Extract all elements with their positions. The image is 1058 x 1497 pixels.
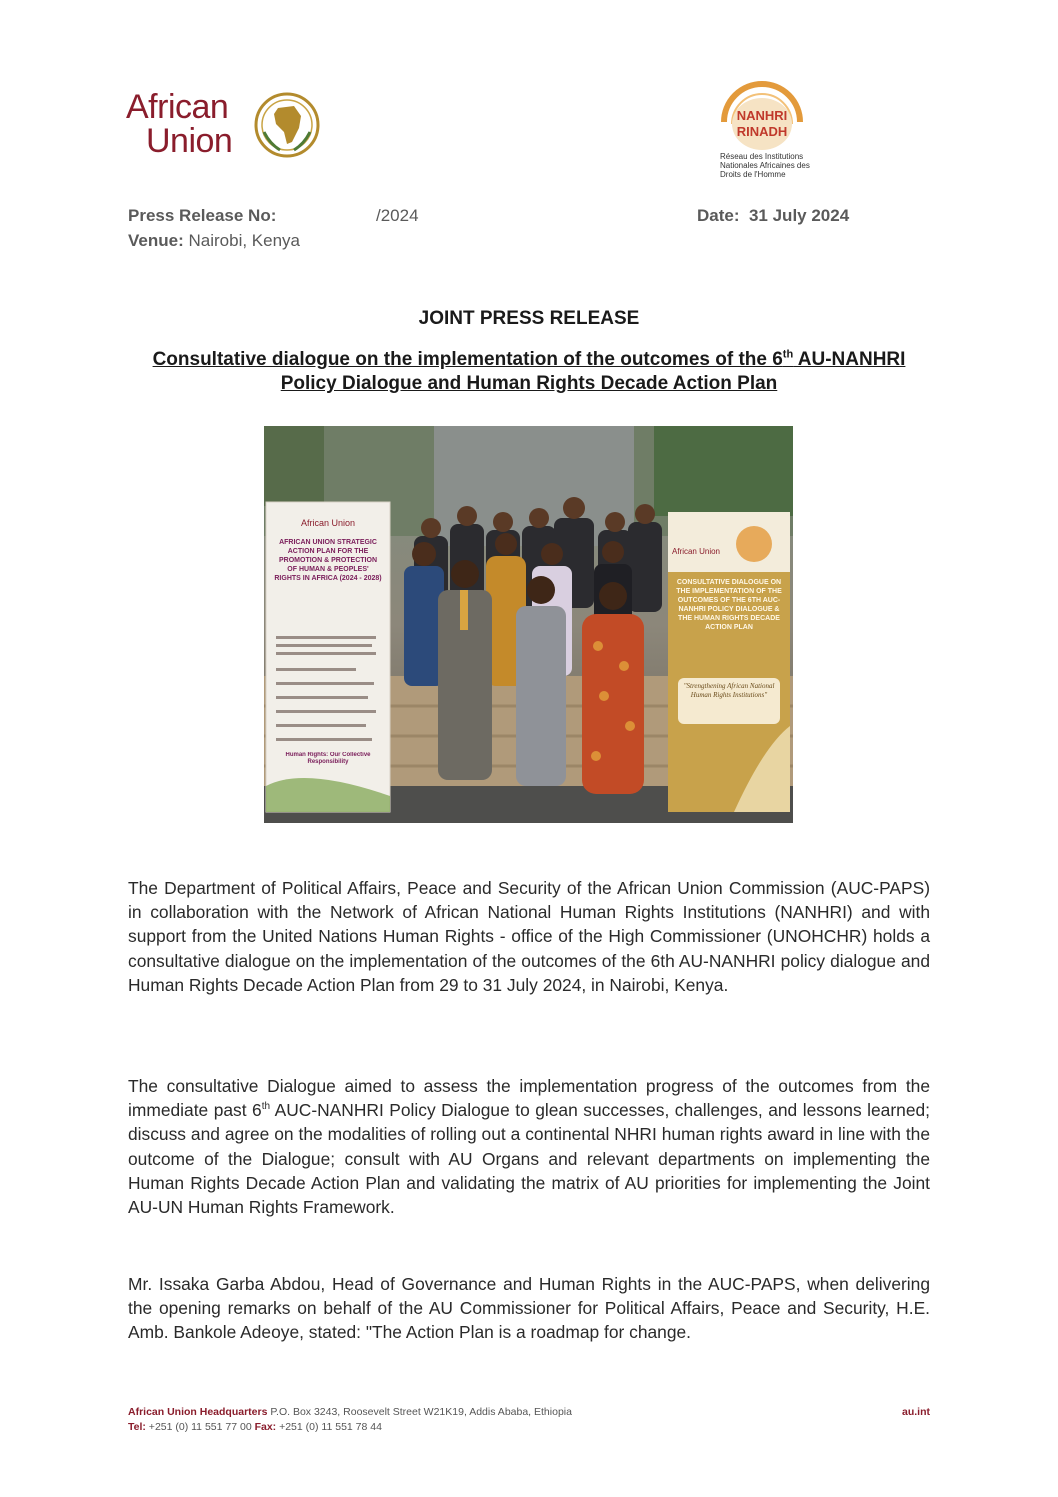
au-logo-word-african: African <box>126 88 229 126</box>
left-banner-heading: AFRICAN UNION STRATEGIC ACTION PLAN FOR THE PROMOTION & PROTECTION OF HUMAN & PEOPLES' RIGHTS IN AFRICA (2024 - 2028) <box>274 539 382 582</box>
page-footer <box>128 1405 930 1435</box>
footer-fax-label: Fax: <box>254 1421 277 1433</box>
left-banner-footer: Human Rights: Our Collective Responsibility <box>285 752 371 765</box>
joint-press-release-heading: JOINT PRESS RELEASE <box>418 308 640 329</box>
press-release-number: /2024 <box>376 206 419 225</box>
venue-value: Nairobi, Kenya <box>188 231 300 250</box>
nanhri-logo-word: NANHRI <box>736 108 788 123</box>
au-emblem-icon <box>254 92 320 158</box>
right-banner-heading: CONSULTATIVE DIALOGUE ON THE IMPLEMENTATION OF THE OUTCOMES OF THE 6TH AUC-NANHRI POLICY DIALOGUE & THE HUMAN RIGHTS DECADE ACTION PLAN <box>676 579 782 631</box>
footer-tel-value: +251 (0) 11 551 77 00 <box>145 1421 255 1433</box>
venue-label: Venue: <box>128 231 184 250</box>
left-banner-logo-text: African Union <box>300 518 356 528</box>
right-banner-tagline: "Strengthening African National Human Rights Institutions" <box>683 682 775 699</box>
right-banner-logo-text: African Union <box>671 547 721 556</box>
press-release-label: Press Release No: <box>128 206 277 225</box>
nanhri-logo <box>706 76 818 180</box>
african-union-logo <box>126 88 326 168</box>
footer-address-line <box>128 1405 930 1420</box>
footer-fax-value: +251 (0) 11 551 78 44 <box>276 1421 382 1433</box>
p2-part-1: The consultative Dialogue aimed to assess the implementation progress of the outcomes from the immediate past 6 <box>128 1076 930 1121</box>
rinadh-logo-word: RINADH <box>736 124 788 139</box>
venue-line <box>128 230 300 251</box>
group-photo-illustration <box>264 426 793 823</box>
footer-tel-label: Tel: <box>128 1421 146 1433</box>
title-part-2: AU-NANHRI Policy Dialogue and Human Rights Decade Action Plan <box>280 349 906 394</box>
footer-hq-label: African Union Headquarters <box>128 1406 268 1418</box>
attendees-group <box>404 497 662 794</box>
body-paragraph-3: Mr. Issaka Garba Abdou, Head of Governance and Human Rights in the AUC-PAPS, when delivering the opening remarks on behalf of the AU Commissioner for Political Affairs, Peace and Security, H.E. Amb. Bankole Adeoye, stated: "The Action Plan is a roadmap for change. <box>128 1274 930 1343</box>
date-block <box>697 205 849 226</box>
footer-website-link[interactable]: au.int <box>902 1406 930 1418</box>
body-paragraph-1: The Department of Political Affairs, Peace and Security of the African Union Commission (AUC-PAPS) in collaboration with the Network of African National Human Rights Institutions (NANHRI) and with support from the United Nations Human Rights - office of the High Commissioner (UNOHCHR) holds a consultative dialogue on the implementation of the outcomes of the 6th AU-NANHRI policy dialogue and Human Rights Decade Action Plan from 29 to 31 July 2024, in Nairobi, Kenya. <box>128 878 930 995</box>
p2-part-2: AUC-NANHRI Policy Dialogue to glean successes, challenges, and lessons learned; discuss and agree on the modalities of rolling out a continental NHRI human rights award in line with the outcome of the Dialogue; consult with AU Organs and relevant departments on implementing the Human Rights Decade Action Plan and validating the matrix of AU priorities for implementing the Joint AU-UN Human Rights Framework. <box>128 1100 930 1218</box>
footer-hq-address: P.O. Box 3243, Roosevelt Street W21K19, Addis Ababa, Ethiopia <box>267 1406 572 1418</box>
page-title <box>140 348 918 396</box>
p2-superscript: th <box>261 1101 271 1113</box>
au-logo-word-union: Union <box>146 122 233 160</box>
group-photo <box>264 426 793 823</box>
title-superscript: th <box>782 348 794 361</box>
body-paragraph-2 <box>128 1074 930 1219</box>
title-part-1: Consultative dialogue on the implementation of the outcomes of the 6 <box>152 349 783 370</box>
date-value: 31 July 2024 <box>748 206 850 225</box>
footer-contact-line <box>128 1420 930 1435</box>
date-label: Date: <box>697 206 740 225</box>
nanhri-caption: Réseau des Institutions Nationales Africaines des Droits de l'Homme <box>720 152 810 179</box>
nanhri-emblem-icon <box>706 76 818 154</box>
